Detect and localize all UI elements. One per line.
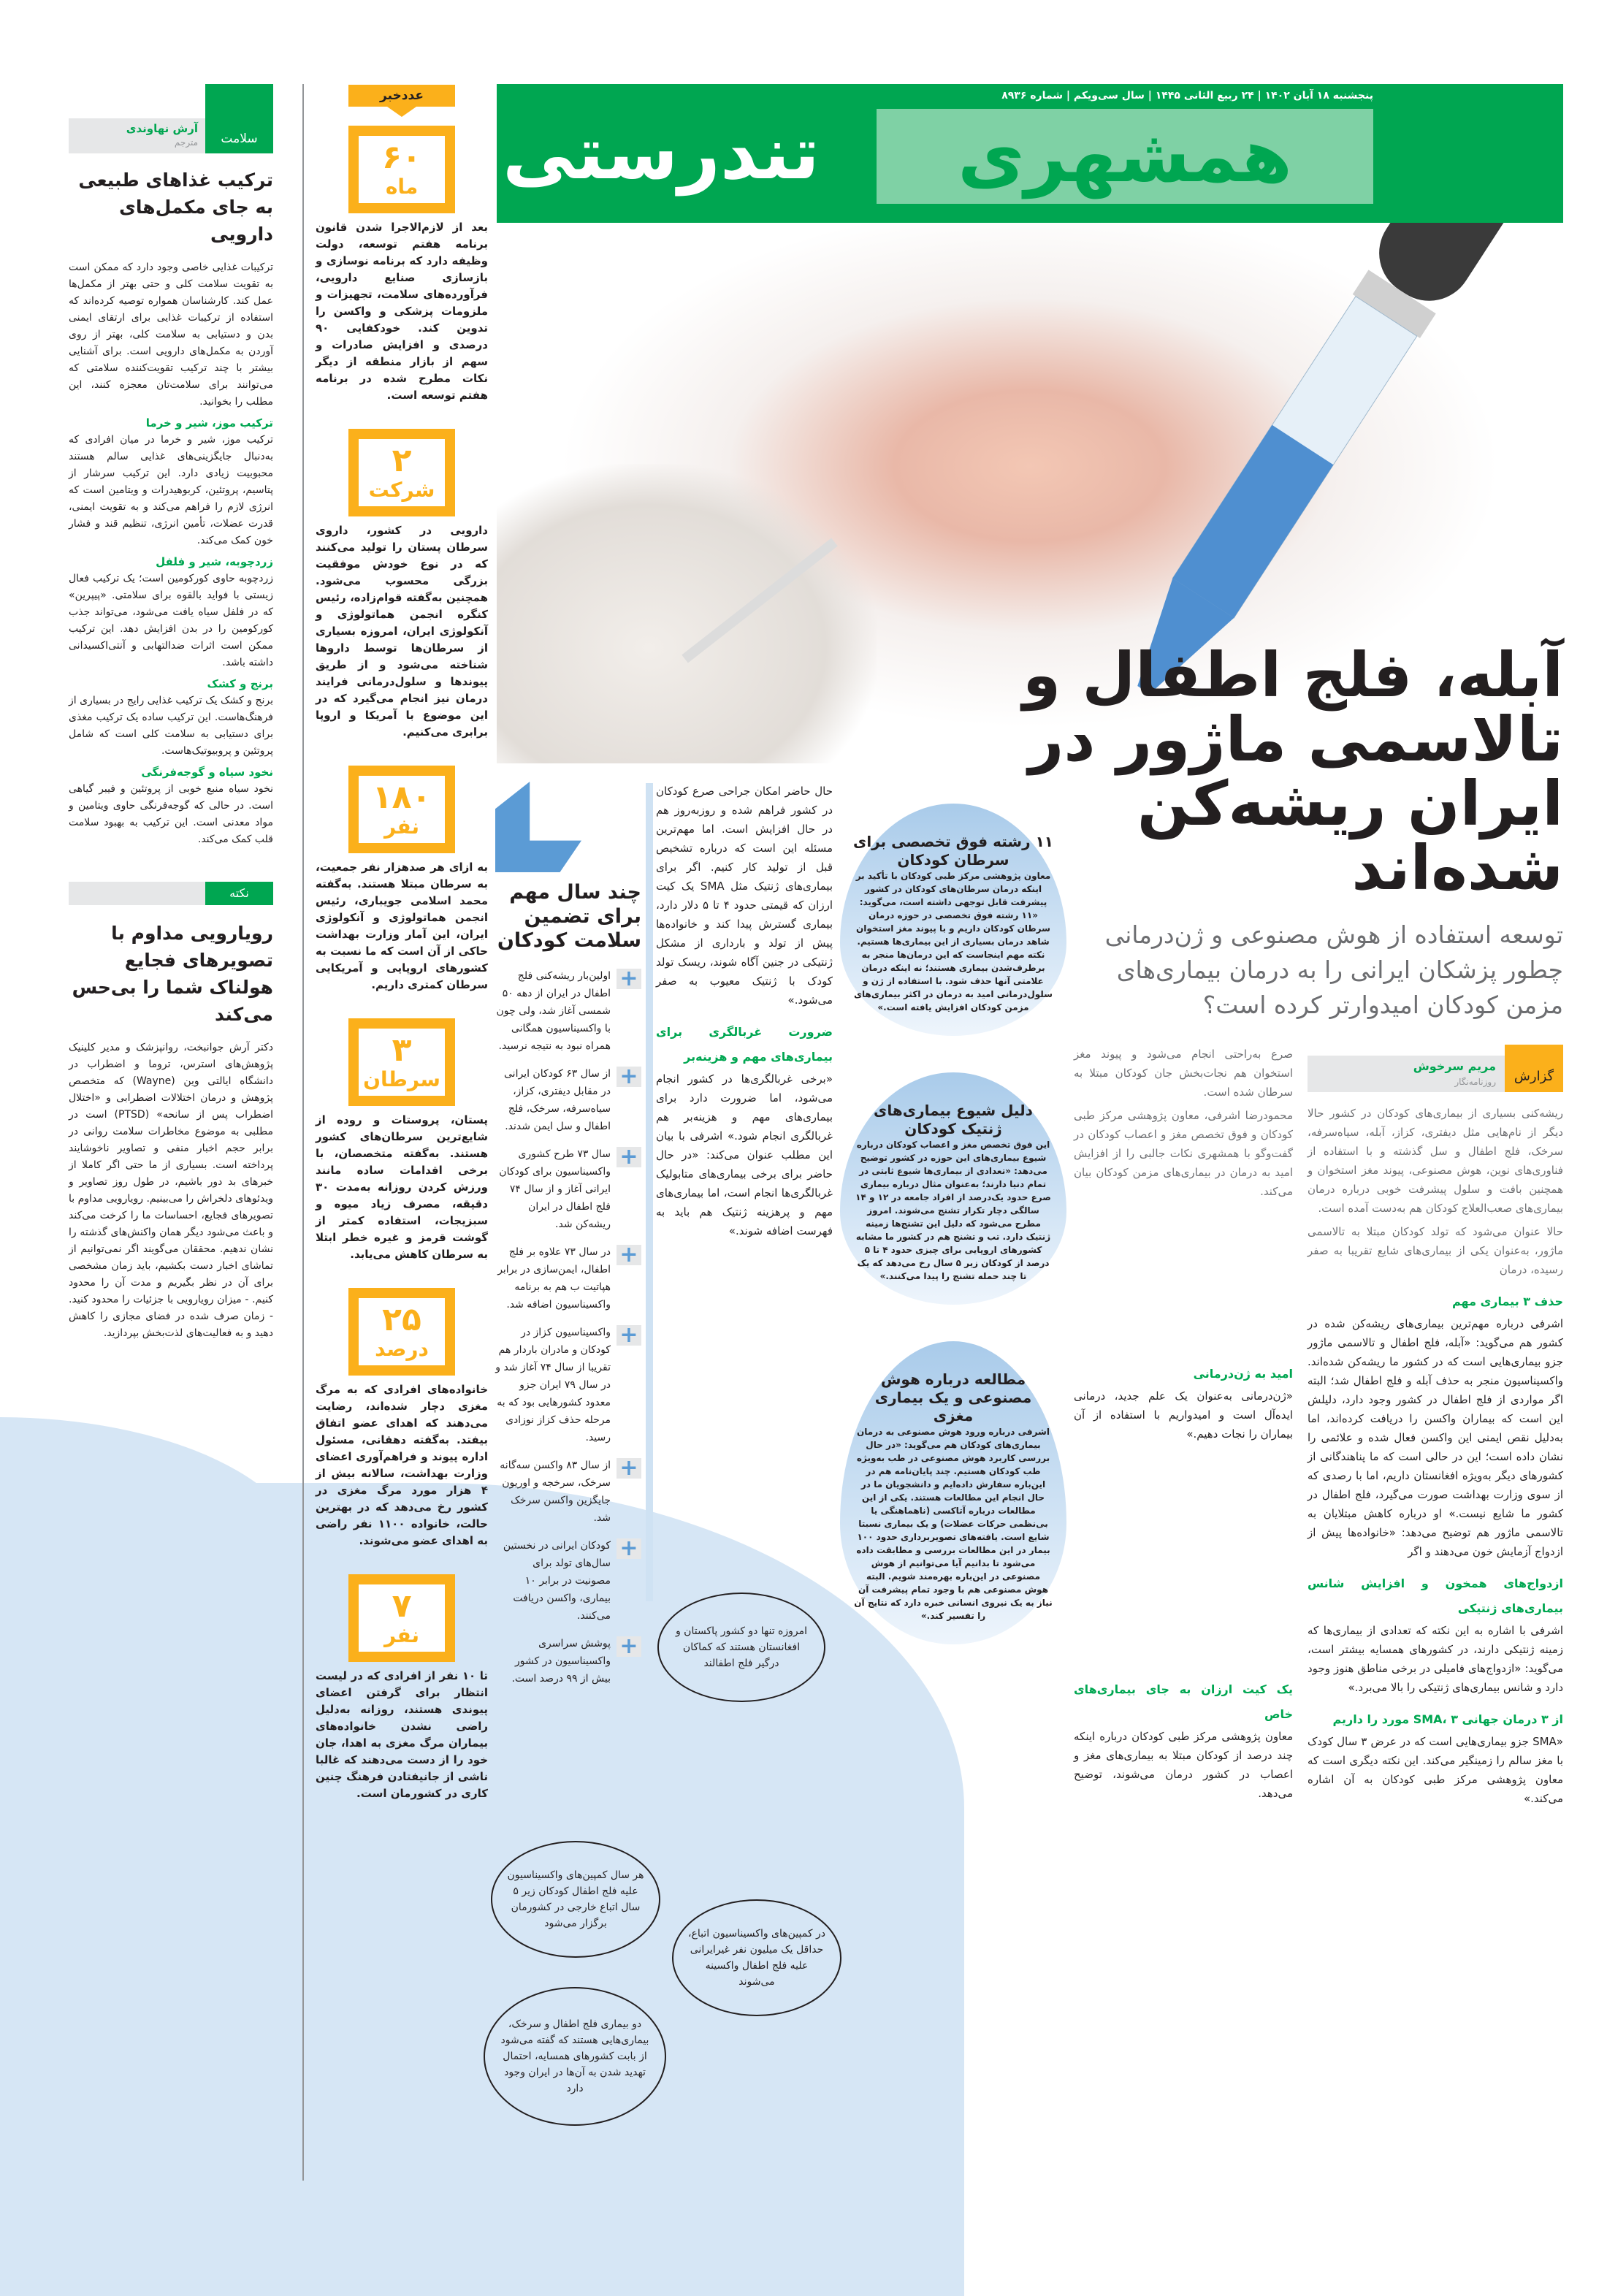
paragraph: دکتر آرش جوانبخت، روانپزشک و مدیر کلینیک پژوهش‌های استرس، تروما و اضطراب در دانشگاه ایالتی وین (Wayne) که متخصص پژوهش و درمان اختلالات اضطرابی و «اختلال اضطراب پس از سانحه» (PTSD) است در مطلبی به موضوع مخاطرات سلامت روانی در برابر حجم اخبار منفی و تصاویر ناخوشایند پرداخته است. بسیاری از ما حتی اگر کاملا از خبرهای بد دور باشیم، در طول روز تصاویر و ویدئوهای دلخراش را می‌بینیم. رویارویی مداوم با تصویرهای فجایع، احساسات ما را کرخت می‌کند و باعث می‌شود دیگر همان واکنش‌های گذشته را نشان ندهیم. محققان می‌گویند اگر نمی‌توانیم از تماشای اخبار دست بکشیم، باید زمان مشخصی برای آن در نظر بگیریم و مدت آن را محدود کنیم. - میزان رویارویی با جزئیات را محدود کنید. - زمان صرف شده در فضای مجازی را کاهش دهید و به فعالیت‌های لذت‌بخش بپردازید.: [69, 1042, 274, 1339]
subheading: برنج و کشک: [207, 677, 273, 690]
paragraph: برنج و کشک یک ترکیب غذایی رایج در بسیاری از فرهنگ‌هاست. این ترکیب ساده یک ترکیب مغذی برای دستیابی به سلامت کلی است که شامل پروتئین و پروبیوتیک‌هاست.: [69, 695, 273, 757]
fact-circle-text: هر سال کمپین‌های واکسیناسیون علیه فلج اطفال کودکان زیر ۵ سال اتباع خارجی در کشورمان برگزار می‌شود: [507, 1869, 644, 1929]
subheading: زردچوبه، شیر و فلفل: [156, 555, 273, 568]
fact-circle-text: امروزه تنها دو کشور پاکستان و افغانستان هستند که کماکان درگیر فلج اطفالند: [675, 1625, 808, 1669]
timeline-item-text: واکسیناسیون کزاز در کودکان و مادران باردار هم تقریبا از سال ۷۴ آغاز شد و در سال ۷۹ ایران جزو معدود کشورهایی بود که به مرحله حذف کزاز نوزادی رسید.: [495, 1327, 611, 1443]
paper-logo: همشهری: [877, 109, 1373, 204]
subheading: امید به ژن‌درمانی: [1193, 1367, 1293, 1381]
numbers-header: [348, 85, 455, 107]
note-title: رویارویی مداوم با تصویرهای فجایع هولناک شما را بی‌حس می‌کند: [72, 923, 273, 1025]
number-box: [348, 1288, 455, 1376]
subheading: ترکیب موز، شیر و خرما: [145, 416, 273, 430]
note-tag-bar: [69, 882, 205, 905]
callout-drops: [840, 804, 1066, 1644]
paragraph: زردچوبه حاوی کورکومین است؛ یک ترکیب فعال زیستی با فواید بالقوه برای سلامتی. «پیپرین» که در فلفل سیاه یافت می‌شود، می‌تواند جذب کورکومین را در بدن افزایش دهد. این ترکیب ممکن است اثرات ضدالتهابی و آنتی‌اکسیدانی داشته باشد.: [69, 573, 273, 668]
note-body: [69, 1040, 273, 1346]
note-tag-label: نکته: [229, 886, 249, 900]
subheading: از ۳ درمان جهانی SMA، ۳ مورد را داریم: [1332, 1712, 1563, 1726]
callout-drop: [840, 804, 1066, 1036]
byline-role: روزنامه‌نگار: [1454, 1077, 1496, 1087]
fact-circle-text: دو بیماری فلج اطفال و سرخک، بیماری‌هایی هستند که گفته می‌شود از بابت کشورهای همسایه، احتمال تهدید شدن به آن‌ها در ایران وجود دارد: [500, 2018, 649, 2094]
number-text: به ازای هر صدهزار نفر جمعیت، به سرطان مبتلا هستند. به‌گفته محمد اسلامی جویباری، رئیس انجمن هماتولوژی و آنکولوژی ایران، این آمار وزارت بهداشت حاکی از آن است که ما نسبت به کشورهای اروپایی و آمریکایی سرطان کمتری داریم.: [316, 861, 488, 991]
timeline-item-text: از سال ۶۳ کودکان ایرانی در مقابل دیفتری، کزاز، سیاه‌سرفه، سرخک، فلج اطفال و سل ایمن شدند.: [504, 1068, 611, 1132]
subhead: توسعه استفاده از هوش مصنوعی و ژن‌درمانی چطور پزشکان ایرانی را به درمان بیماری‌های مزمن کودکان امیدوار‌تر کرده است؟: [1104, 920, 1563, 1019]
callout-drop: [840, 1072, 1066, 1305]
number-value: ۲۵: [382, 1301, 421, 1338]
timeline-item-text: پوشش سراسری واکسیناسیون در کشور بیش از ۹۹ درصد است.: [511, 1638, 611, 1685]
text-column-1: [1308, 1045, 1563, 1812]
fact-circle: [657, 1593, 825, 1702]
column-divider: [302, 84, 304, 2181]
article-body: [69, 259, 273, 853]
intro-paragraph: ریشه‌کنی بسیاری از بیماری‌های کودکان در کشور حالا دیگر از نام‌هایی مثل دیفتری، کزاز، آبله، سیاه‌سرفه، سرخک، فلج اطفال و سل گذشته و با استفاده از فناوری‌های نوین، هوش مصنوعی، پیوند مغز استخوان و همچنین بافت و سلول پیشرفت خوبی درباره درمان بیماری‌های صعب‌العلاج کودکان هم به‌دست آمده است.: [1308, 1107, 1563, 1215]
timeline-corner-icon: [495, 782, 581, 872]
number-box: [348, 126, 455, 213]
number-value: ۱۸۰: [372, 779, 432, 816]
number-unit: درصد: [375, 1337, 429, 1361]
fact-circle-text: در کمپین‌های واکسیناسیون اتباع، حداقل یک میلیون نفر غیرایرانی علیه فلج اطفال واکسینه می‌شوند: [688, 1928, 825, 1988]
fact-circle: [491, 1841, 660, 1958]
number-box: [348, 766, 455, 853]
section-header: [69, 84, 273, 153]
section-tag-box: [69, 118, 205, 153]
number-value: ۶۰: [382, 139, 421, 176]
timeline: [495, 880, 641, 1698]
article-intro: ترکیبات غذایی خاصی وجود دارد که ممکن است به تقویت سلامت کلی و حتی بهتر از مکمل‌ها عمل کند. کارشناسان همواره توصیه کرده‌اند که استفاده از ترکیبات غذایی برای ارتقای ایمنی بدن و دستیابی به سلامت کلی، بهتر از روی آوردن به مکمل‌های دارویی است. برای آشنایی بیشتر با چند ترکیب تقویت‌کننده سلامتی که می‌توانند برای سلامت‌تان معجزه کنند، این مطلب را بخوانید.: [69, 262, 273, 408]
callout-text: این فوق تخصص مغز و اعصاب کودکان درباره شیوع بیماری‌های این حوزه در کشور توضیح می‌دهد: «تعدادی از بیماری‌ها شیوع ثابتی در تمام دنیا دارند؛ به‌عنوان مثال درباره بیماری صرع حدود یک‌درصد از افراد جامعه در ۱۲ و ۱۴ سالگی دچار تکرار تشنج می‌شوند. امروز مطرح می‌شود که دلیل این تشنج‌ها زمینه ژنتیک دارد. تب و تشنج هم در کشور ما مشابه کشورهای اروپایی برای چیزی حدود ۴ تا ۵ درصد از کودکان زیر ۵ سال رخ می‌دهد که یک تا چند حمله تشنج را پیدا می‌کنند.»: [855, 1140, 1051, 1281]
paragraph: اشرفی درباره مهم‌ترین بیماری‌های ریشه‌کن شده در کشور هم می‌گوید: «آبله، فلج اطفال و تالاسمی ماژور جزو بیماری‌هایی است که در کشور ما ریشه‌کن شده‌اند. واکسیناسیون منجر به حذف آبله و فلج اطفال شد؛ البته اگر مواردی از فلج اطفال در کشور وجود دارد، دلیلش این است که بیماران واکسن را دریافت کرده‌اند، اما به‌دلیل نقص ایمنی این واکسن فعال شده و علائمی را نشان داده است؛ این در حالی است که ما پناهندگانی از کشورهای دیگر به‌ویژه افغانستان داریم، اما با رصدی که از سوی وزارت بهداشت صورت می‌گیرد، فلج اطفال در کشور ما شایع نیست.» او درباره کاهش مبتلایان به تالاسمی ماژور هم توضیح می‌دهد: «خانواده‌ها پیش از ازدواج آزمایش خون می‌دهند و اگر: [1308, 1317, 1563, 1558]
callout-title: ۱۱ رشته فوق تخصصی برای سرطان کودکان: [853, 833, 1053, 869]
subheading: نخود سیاه و گوجه‌فرنگی: [141, 766, 273, 779]
numbers-header-label: عددخبر: [380, 88, 424, 103]
timeline-item: [495, 1324, 641, 1446]
timeline-bar: [646, 783, 653, 1601]
number-box: [348, 429, 455, 516]
number-text: خانواده‌های افرادی که به مرگ مغزی دچار شده‌اند، رضایت می‌دهند که اهدای عضو اتفاق بیفتد. به‌گفته دهقانی، مسئول اداره پیوند و فراهم‌آوری اعضای وزارت بهداشت، سالانه بیش از ۴ هزار مورد مرگ مغزی در کشور رخ می‌دهد که در بهترین حالت، خانواده ۱۱۰۰ نفر راضی به اهدای عضو می‌شوند.: [316, 1383, 488, 1547]
masthead: [497, 84, 1563, 223]
number-box: [348, 1018, 455, 1106]
fact-circle: [672, 1899, 841, 2016]
main-headline: آبله، فلج اطفال و تالاسمی ماژور در ایران ریشه‌کن شده‌اند: [1022, 639, 1563, 904]
paragraph: نخود سیاه منبع خوبی از پروتئین و فیبر گیاهی است. در حالی که گوجه‌فرنگی حاوی ویتامین و مواد معدنی است. این ترکیب به بهبود سلامت قلب کمک می‌کند.: [69, 783, 273, 845]
plus-icon: +: [617, 1147, 641, 1167]
section-tag-label: سلامت: [221, 131, 258, 146]
section-title: تندرستی: [503, 110, 820, 196]
plus-icon: +: [617, 1636, 641, 1657]
numbers-header-arrow: [387, 107, 416, 117]
paragraph: «برخی غربالگری‌ها در کشور انجام می‌شود، اما ضرورت دارد برای بیماری‌های مهم و هزینه‌بر هم غربالگری انجام شود.» اشرفی با بیان این مطلب عنوان می‌کند: «در حال حاضر برای برخی بیماری‌های متابولیک غربالگری‌ها انجام است، اما بیماری‌های مهم و پرهزینه ژنتیک هم باید به فهرست اضافه شوند.»: [656, 1072, 833, 1237]
timeline-item: [495, 1145, 641, 1233]
number-text: پستان، پروستات و روده از شایع‌ترین سرطان‌های کشور هستند. به‌گفته متخصصان، با برخی اقدامات ساده مانند ورزش کردن روزانه به‌مدت ۳۰ دقیقه، مصرف زیاد میوه و سبزیجات، استفاده کمتر از گوشت قرمز و غیره خطر ابتلا به سرطان کاهش می‌یابد.: [316, 1113, 488, 1261]
timeline-item-text: از سال ۸۳ واکسن سه‌گانه سرخک، سرخجه و اوریون جایگزین واکسن سرخک شد.: [500, 1460, 611, 1524]
lead-paragraph: محمودرضا اشرفی، معاون پژوهشی مرکز طبی کودکان و فوق تخصص مغز و اعصاب کودکان در گفت‌وگو با همشهری نکات جالبی را از افزایش امید به درمان در بیماری‌های مزمن کودکان بیان می‌کند.: [1074, 1109, 1293, 1198]
plus-icon: +: [617, 1067, 641, 1087]
background-blob: [0, 1417, 307, 1563]
number-box: [348, 1574, 455, 1662]
lead-paragraph: صرع به‌راحتی انجام می‌شود و پیوند مغز استخوان هم نجات‌بخش جان کودکان مبتلا به سرطان شده است.: [1074, 1048, 1293, 1099]
note-tag: [205, 882, 273, 905]
timeline-item-text: سال ۷۳ طرح کشوری واکسیناسیون برای کودکان ایرانی آغاز و از سال ۷۴ فلج اطفال در ایران ریشه‌کن شد.: [499, 1148, 611, 1230]
article-title: ترکیب غذاهای طبیعی به جای مکمل‌های دارویی: [78, 169, 273, 245]
callout-drop: [840, 1341, 1066, 1644]
text-column-2: [1074, 1045, 1293, 1807]
number-unit: نفر: [383, 1623, 420, 1647]
plus-icon: +: [617, 969, 641, 989]
paragraph: معاون پژوهشی مرکز طبی کودکان درباره اینکه چند درصد از کودکان مبتلا به بیماری‌های مغز و اعصاب در کشور درمان می‌شوند، توضیح می‌دهد.: [1074, 1730, 1293, 1800]
byline-name: مریم سرخوش: [1413, 1059, 1496, 1073]
paragraph: «ژن‌درمانی به‌عنوان یک علم جدید، درمانی ایده‌آل است و امیدواریم با استفاده از آن بیماران را نجات دهیم.»: [1074, 1389, 1293, 1441]
subheading: حذف ۳ بیماری مهم: [1451, 1294, 1563, 1308]
timeline-item: [495, 1243, 641, 1313]
number-unit: شرکت: [368, 478, 435, 502]
timeline-item-text: در سال ۷۳ علاوه بر فلج اطفال، ایمن‌سازی در برابر هپاتیت ب هم به برنامه واکسیناسیون اضافه شد.: [497, 1246, 611, 1311]
number-value: ۲: [392, 442, 412, 479]
paragraph: «SMA جزو بیماری‌هایی است که در عرض ۳ سال کودک با مغز سالم را زمینگیر می‌کند. این نکته دیگری است که معاون پژوهشی مرکز طبی کودکان به آن اشاره می‌کند.»: [1308, 1735, 1563, 1805]
number-value: ۳: [392, 1031, 412, 1069]
timeline-item: [495, 1457, 641, 1527]
paragraph: حال حاضر امکان جراحی صرع کودکان در کشور فراهم شده و روزبه‌روز هم در حال افزایش است. اما مهم‌ترین مسئله این است که درباره تشخیص قبل از تولید کار کنیم. اگر برای بیماری‌های ژنتیک مثل SMA یک کیت ارزان که قیمتی حدود ۴ تا ۵ دلار دارد، بیماری گسترش پیدا کند و خانواده‌ها پیش از تولد و بارداری از مشکل ژنتیکی در جنین آگاه شوند، ریسک تولد کودک با ژنتیک معیوب به صفر می‌شود.»: [656, 785, 833, 1007]
plus-icon: +: [617, 1245, 641, 1265]
number-text: دارویی در کشور، داروی سرطان پستان را تولید می‌کنند که در نوع خودش موفقیت بزرگی محسوب می‌شود. همچنین به‌گفته قوام‌زاده، رئیس کنگره انجمن هماتولوژی و آنکولوژی ایران، امروزه بسیاری از سرطان‌ها توسط داروها شناخته می‌شود و از طریق پیوندها و سلول‌درمانی فرایند درمان نیز انجام می‌گیرد که در این موضوع با آمریکا و اروپا برابری می‌کنیم.: [316, 524, 488, 739]
callout-text: معاون پژوهشی مرکز طبی کودکان با تأکید بر اینکه درمان سرطان‌های کودکان در کشور پیشرفت قابل توجهی داشته است، می‌گوید: «۱۱ رشته فوق تخصصی در حوزه درمان سرطان کودکان داریم و با پیوند مغز استخوان شاهد درمان بسیاری از این بیماری‌ها هستیم. نکته مهم اینجاست که این درمان‌ها منجر به برطرف‌شدن بیماری هستند؛ نه اینکه درمان علامتی آنها حذف شود. با استفاده از ژن و سلول‌درمانی امید به درمان در اکثر بیماری‌های مزمن کودکان افزایش یافته است.»: [854, 871, 1053, 1012]
subheading: ضرورت غربالگری برای بیماری‌های مهم و هزینه‌بر: [656, 1025, 833, 1064]
subheading: ازدواج‌های همخون و افزایش شانس بیماری‌های ژنتیکی: [1308, 1576, 1563, 1615]
subheading: یک کیت ارزان به جای بیماری‌های خاص: [1074, 1682, 1293, 1721]
note-header: [69, 882, 273, 905]
timeline-item-text: اولین‌بار ریشه‌کنی فلج اطفال در ایران از دهه ۵۰ شمسی آغاز شد، ولی چون با واکسیناسیون همگانی همراه نبود به نتیجه نرسید.: [496, 970, 611, 1052]
callout-title: مطالعه درباره هوش مصنوعی و یک بیماری مغزی: [874, 1370, 1032, 1424]
number-text: تا ۱۰ نفر از افرادی که در لیست انتظار برای گرفتن اعضای پیوندی هستند، روزانه به‌دلیل راضی نشدن خانواده‌های بیماران مرگ مغزی به اهدا، جان خود را از دست می‌دهند که غالبا ناشی از جانیفتادن فرهنگ چنین کاری در کشورمان است.: [316, 1669, 488, 1800]
numbers-column: [316, 85, 488, 1802]
timeline-item: [495, 1065, 641, 1135]
number-unit: سرطان: [363, 1067, 440, 1091]
byline-tag: [1505, 1045, 1563, 1092]
dateline: پنجشنبه ۱۸ آبان ۱۴۰۲ | ۲۴ ربیع الثانی ۱۴۴۵ | سال سی‌ویکم | شماره ۸۹۳۶: [1001, 90, 1373, 102]
plus-icon: +: [617, 1458, 641, 1479]
section-tag: [205, 84, 273, 153]
number-text: بعد از لازم‌الاجرا شدن قانون برنامه هفتم توسعه، دولت وظیفه دارد که برنامه نوسازی و بازسازی صنایع دارویی، فرآورده‌های سلامت، تجهیزات و ملزومات پزشکی و واکسن را تدوین کند. خودکفایی ۹۰ درصدی و افزایش صادرات و سهم از بازار منطقه از دیگر نکات مطرح شده در برنامه هفتم توسعه است.: [316, 221, 488, 402]
gloved-hands: [497, 464, 877, 763]
timeline-item-text: کودکان ایرانی در نخستین سال‌های تولد برای مصونیت در برابر ۱۰ بیماری، واکسن دریافت می‌کنند.: [503, 1540, 611, 1622]
paragraph: ترکیب موز، شیر و خرما در میان افرادی که به‌دنبال جایگزینی‌های غذایی سالم هستند محبوبیت زیادی دارد. این ترکیب سرشار از پتاسیم، پروتئین، کربوهیدرات و ویتامین است که انرژی لازم را فراهم می‌کند و به تقویت ایمنی، قدرت عضلات، تأمین انرژی، تنظیم قند و فشار خون کمک می‌کند.: [69, 434, 273, 546]
fact-circle: [484, 1987, 666, 2126]
byline-tag-label: گزارش: [1514, 1069, 1554, 1084]
callout-text: اشرفی درباره ورود هوش مصنوعی به درمان بیماری‌های کودکان هم می‌گوید: «در حال بررسی کاربرد هوش مصنوعی در طب به‌ویژه طب کودکان هستیم. چند پایان‌نامه هم در این‌باره سفارش داده‌ایم و دانشجویان ما در حال انجام این مطالعات هستند. یکی از این مطالعات درباره آتاکسی (ناهماهنگی یا بی‌نظمی حرکات عضلات) و یک بیماری نسبتا شایع است. یافته‌های تصویربرداری حدود ۱۰۰ بیمار در این مطالعات بررسی و مطابقت داده می‌شود تا بدانیم آیا می‌توانیم از هوش مصنوعی در این‌باره بهره‌مند شویم. البته هوش مصنوعی هم با وجود تمام پیشرفت آن نیاز به یک نیروی انسانی خبره دارد که نتایج آن را تفسیر کند.»: [854, 1427, 1053, 1621]
timeline-item: [495, 967, 641, 1055]
callout-title: دلیل شیوع بیماری‌های ژنتیک کودکان: [874, 1102, 1033, 1137]
plus-icon: +: [617, 1325, 641, 1346]
intro-paragraph: حالا عنوان می‌شود که تولد کودکان مبتلا به تالاسمی ماژور، به‌عنوان یکی از بیماری‌های شایع تقریبا به صفر رسیده، درمان: [1308, 1225, 1563, 1276]
number-unit: ماه: [385, 175, 419, 199]
timeline-item: [495, 1635, 641, 1687]
number-value: ۷: [392, 1587, 412, 1625]
timeline-title: چند سال مهم برای تضمین سلامت کودکان: [497, 881, 641, 952]
byline: [1308, 1045, 1563, 1092]
paragraph: اشرفی با اشاره به این نکته که تعدادی از بیماری‌ها که زمینه ژنتیکی دارند، در کشورهای همسایه بیشتر است، می‌گوید: «ازدواج‌های فامیلی در برخی مناطق هنوز وجود دارد و شانس بیماری‌های ژنتیکی را بالا می‌برد.»: [1308, 1624, 1563, 1694]
left-column: [69, 84, 273, 1346]
text-column-3: [656, 782, 833, 1245]
author-role: مترجم: [174, 137, 198, 148]
author-name: آرش نهاوندی: [126, 122, 198, 135]
byline-box: [1308, 1056, 1505, 1092]
timeline-item: [495, 1537, 641, 1625]
plus-icon: +: [617, 1538, 641, 1559]
number-unit: نفر: [383, 815, 420, 839]
